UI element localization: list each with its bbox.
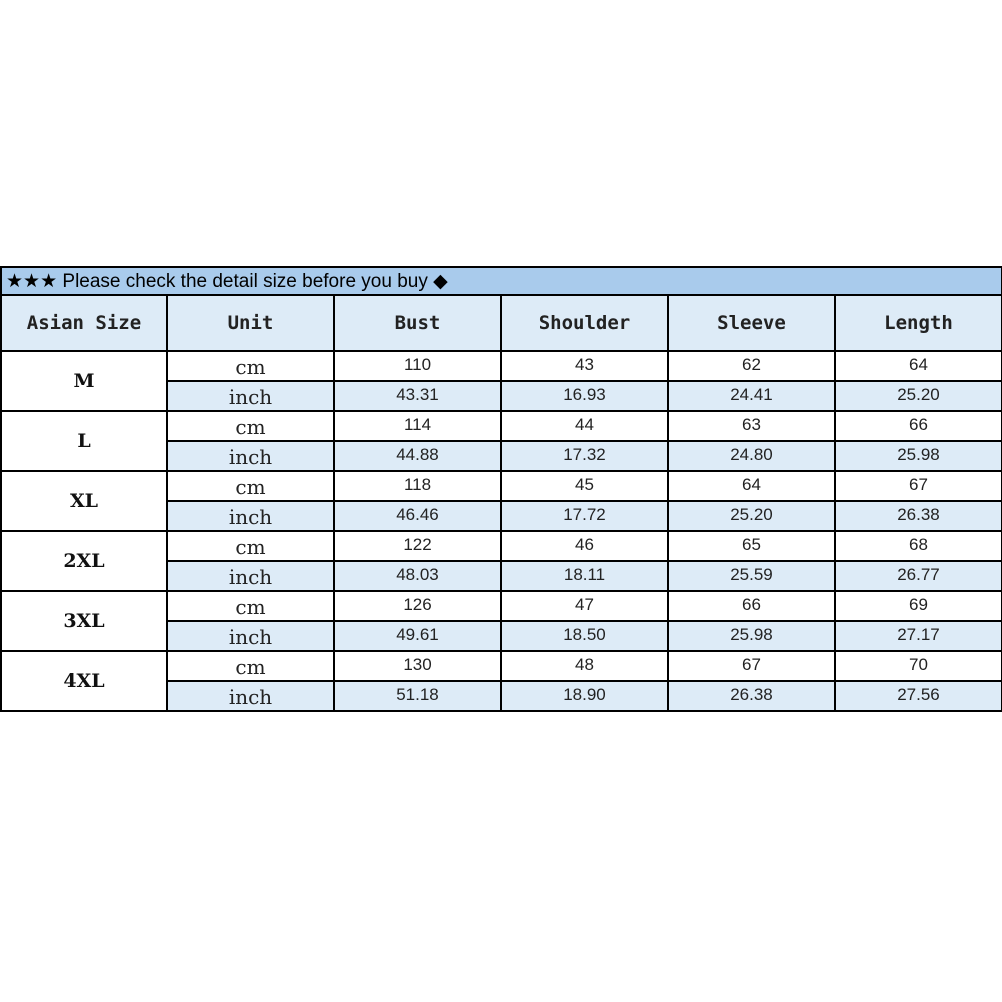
sleeve-value: 63 [668, 411, 835, 441]
unit-label: cm [167, 531, 334, 561]
header-asian-size: Asian Size [1, 295, 167, 351]
diamond-icon: ◆ [433, 270, 448, 292]
unit-label: cm [167, 651, 334, 681]
unit-label: inch [167, 681, 334, 711]
length-value: 67 [835, 471, 1002, 501]
length-value: 64 [835, 351, 1002, 381]
shoulder-value: 18.90 [501, 681, 668, 711]
size-label: M [1, 351, 167, 411]
bust-value: 48.03 [334, 561, 501, 591]
header-bust: Bust [334, 295, 501, 351]
size-table [0, 266, 1002, 712]
bust-value: 51.18 [334, 681, 501, 711]
sleeve-value: 25.59 [668, 561, 835, 591]
shoulder-value: 18.11 [501, 561, 668, 591]
length-value: 26.38 [835, 501, 1002, 531]
shoulder-value: 44 [501, 411, 668, 441]
unit-label: inch [167, 441, 334, 471]
sleeve-value: 66 [668, 591, 835, 621]
table-row [1, 471, 1002, 501]
size-label: 4XL [1, 651, 167, 711]
bust-value: 118 [334, 471, 501, 501]
banner-text: Please check the detail size before you buy [62, 270, 428, 292]
bust-value: 110 [334, 351, 501, 381]
bust-value: 43.31 [334, 381, 501, 411]
shoulder-value: 48 [501, 651, 668, 681]
unit-label: inch [167, 561, 334, 591]
sleeve-value: 62 [668, 351, 835, 381]
table-row [1, 531, 1002, 561]
shoulder-value: 17.72 [501, 501, 668, 531]
length-value: 26.77 [835, 561, 1002, 591]
unit-label: inch [167, 501, 334, 531]
shoulder-value: 46 [501, 531, 668, 561]
table-row [1, 351, 1002, 381]
size-label: L [1, 411, 167, 471]
header-length: Length [835, 295, 1002, 351]
length-value: 66 [835, 411, 1002, 441]
unit-label: cm [167, 471, 334, 501]
sleeve-value: 24.41 [668, 381, 835, 411]
bust-value: 122 [334, 531, 501, 561]
sleeve-value: 25.20 [668, 501, 835, 531]
table-row [1, 591, 1002, 621]
bust-value: 49.61 [334, 621, 501, 651]
sleeve-value: 65 [668, 531, 835, 561]
length-value: 27.56 [835, 681, 1002, 711]
unit-label: cm [167, 411, 334, 441]
sleeve-value: 24.80 [668, 441, 835, 471]
unit-label: inch [167, 381, 334, 411]
shoulder-value: 43 [501, 351, 668, 381]
shoulder-value: 17.32 [501, 441, 668, 471]
length-value: 25.20 [835, 381, 1002, 411]
table-row [1, 651, 1002, 681]
bust-value: 44.88 [334, 441, 501, 471]
length-value: 70 [835, 651, 1002, 681]
sleeve-value: 67 [668, 651, 835, 681]
sleeve-value: 64 [668, 471, 835, 501]
size-label: 3XL [1, 591, 167, 651]
bust-value: 130 [334, 651, 501, 681]
length-value: 69 [835, 591, 1002, 621]
size-label: 2XL [1, 531, 167, 591]
header-shoulder: Shoulder [501, 295, 668, 351]
bust-value: 114 [334, 411, 501, 441]
sleeve-value: 25.98 [668, 621, 835, 651]
length-value: 25.98 [835, 441, 1002, 471]
shoulder-value: 45 [501, 471, 668, 501]
bust-value: 46.46 [334, 501, 501, 531]
header-unit: Unit [167, 295, 334, 351]
sleeve-value: 26.38 [668, 681, 835, 711]
shoulder-value: 16.93 [501, 381, 668, 411]
banner-row [1, 267, 1002, 295]
size-label: XL [1, 471, 167, 531]
length-value: 68 [835, 531, 1002, 561]
shoulder-value: 47 [501, 591, 668, 621]
table-row [1, 411, 1002, 441]
length-value: 27.17 [835, 621, 1002, 651]
banner [1, 267, 1002, 295]
unit-label: cm [167, 351, 334, 381]
size-chart [0, 266, 1001, 712]
shoulder-value: 18.50 [501, 621, 668, 651]
bust-value: 126 [334, 591, 501, 621]
unit-label: cm [167, 591, 334, 621]
header-sleeve: Sleeve [668, 295, 835, 351]
unit-label: inch [167, 621, 334, 651]
header-row [1, 295, 1002, 351]
stars-icon: ★★★ [6, 270, 58, 292]
